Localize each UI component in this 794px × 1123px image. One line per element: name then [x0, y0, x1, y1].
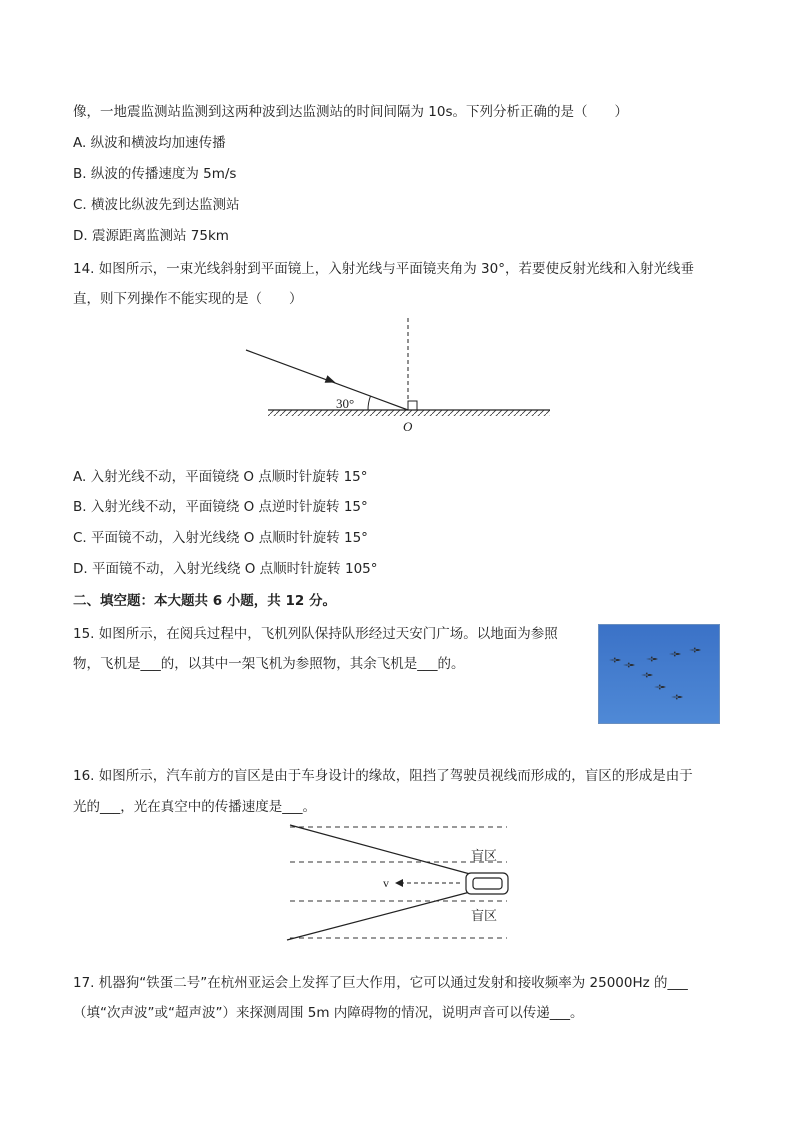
aircraft-icon	[646, 656, 658, 662]
q13-stem: 像，一地震监测站监测到这两种波到达监测站的时间间隔为 10s。下列分析正确的是（ ）	[73, 104, 629, 120]
q13-option-d: D. 震源距离监测站 75km	[73, 228, 229, 244]
point-o-label: O	[403, 419, 413, 434]
aircraft-icon	[609, 657, 621, 663]
aircraft-formation-photo	[598, 624, 720, 724]
q14-option-b: B. 入射光线不动，平面镜绕 O 点逆时针旋转 15°	[73, 499, 368, 515]
q14-stem-line2: 直，则下列操作不能实现的是（ ）	[73, 291, 303, 307]
aircraft-icon	[641, 672, 653, 678]
q16-line2: 光的___，光在真空中的传播速度是___。	[73, 799, 316, 815]
q16-line1: 16. 如图所示，汽车前方的盲区是由于车身设计的缘故，阻挡了驾驶员视线而形成的，盲区的形成是由于	[73, 768, 693, 784]
aircraft-icon	[689, 647, 701, 653]
q14-option-a: A. 入射光线不动，平面镜绕 O 点顺时针旋转 15°	[73, 469, 368, 485]
q13-option-b: B. 纵波的传播速度为 5m/s	[73, 166, 237, 182]
section-heading: 二、填空题：本大题共 6 小题，共 12 分。	[73, 593, 336, 609]
q14-option-d: D. 平面镜不动，入射光线绕 O 点顺时针旋转 105°	[73, 561, 378, 577]
aircraft-icon	[669, 651, 681, 657]
aircraft-icon	[654, 684, 666, 690]
velocity-arrow-head	[395, 879, 403, 887]
angle-arc	[368, 396, 371, 410]
aircraft-icon	[671, 694, 683, 700]
q17-line1: 17. 机器狗“铁蛋二号”在杭州亚运会上发挥了巨大作用，它可以通过发射和接收频率为 25000Hz 的___	[73, 975, 688, 991]
q15-line2: 物，飞机是___的，以其中一架飞机为参照物，其余飞机是___的。	[73, 656, 465, 672]
mirror-hatch	[268, 410, 550, 416]
blind-zone-bottom-label: 盲区	[471, 908, 498, 923]
q17-line2: （填“次声波”或“超声波”）来探测周围 5m 内障碍物的情况，说明声音可以传递___。	[73, 1005, 584, 1021]
right-angle-marker	[408, 401, 417, 410]
velocity-label: v	[383, 876, 389, 890]
angle-label: 30°	[336, 396, 355, 411]
blind-zone-top-label: 盲区	[471, 848, 498, 863]
q13-option-c: C. 横波比纵波先到达监测站	[73, 197, 240, 213]
q14-option-c: C. 平面镜不动，入射光线绕 O 点顺时针旋转 15°	[73, 530, 368, 546]
q14-mirror-figure	[240, 312, 560, 437]
q16-blind-zone-figure	[282, 822, 514, 944]
q14-stem-line1: 14. 如图所示，一束光线斜射到平面镜上，入射光线与平面镜夹角为 30°，若要使反射光线和入射光线垂	[73, 261, 694, 277]
q13-option-a: A. 纵波和横波均加速传播	[73, 135, 226, 151]
ray-arrow	[325, 375, 337, 386]
aircraft-icon	[623, 662, 635, 668]
sight-line-top	[290, 825, 470, 874]
sight-line-bottom	[287, 892, 470, 940]
q15-line1: 15. 如图所示，在阅兵过程中，飞机列队保持队形经过天安门广场。以地面为参照	[73, 626, 558, 642]
